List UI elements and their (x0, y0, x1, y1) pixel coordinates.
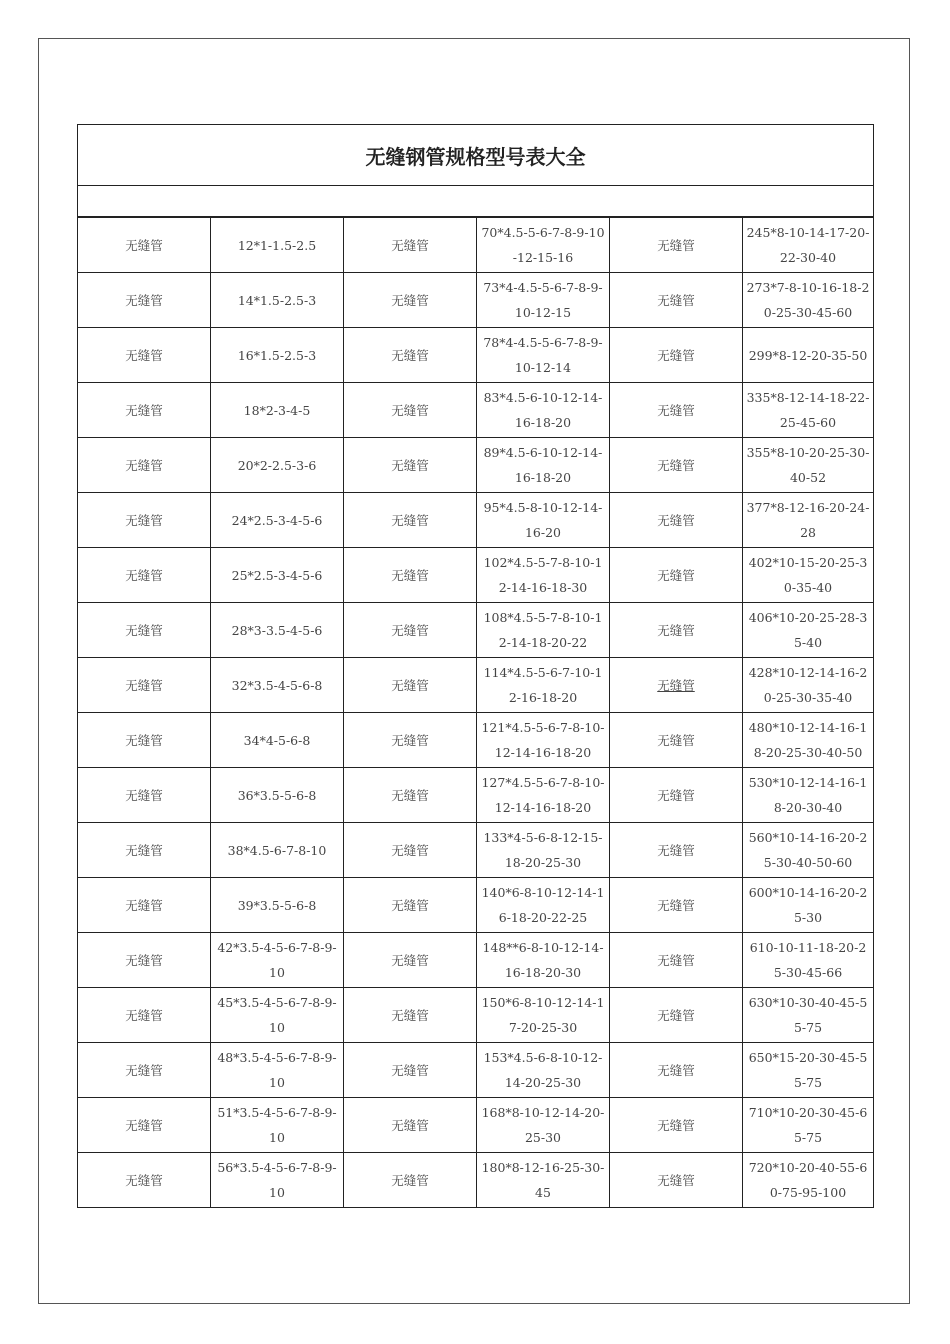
type-label: 无缝管 (125, 732, 163, 748)
table-row (78, 493, 874, 548)
spec-cell (477, 383, 610, 438)
type-label-cell (344, 1043, 477, 1098)
spec-cell (211, 658, 344, 713)
type-label: 无缝管 (125, 512, 163, 528)
spec-cell (743, 1043, 874, 1098)
spec-value: 148**6-8-10-12-14-16-18-20-30 (482, 940, 604, 980)
type-label: 无缝管 (657, 897, 695, 913)
spec-cell (477, 273, 610, 328)
type-label: 无缝管 (391, 237, 429, 253)
type-label: 无缝管 (657, 457, 695, 473)
type-label: 无缝管 (657, 1117, 695, 1133)
spec-cell (211, 548, 344, 603)
spec-cell (477, 603, 610, 658)
spec-value: 600*10-14-16-20-25-30 (748, 885, 868, 925)
type-label: 无缝管 (657, 732, 695, 748)
spec-value: 630*10-30-40-45-55-75 (748, 995, 868, 1035)
type-label-cell (344, 878, 477, 933)
spec-value: 720*10-20-40-55-60-75-95-100 (748, 1160, 868, 1200)
type-label-cell (78, 493, 211, 548)
type-label-cell (78, 1098, 211, 1153)
type-label: 无缝管 (125, 402, 163, 418)
spec-cell (211, 713, 344, 768)
type-label: 无缝管 (125, 952, 163, 968)
spec-value: 20*2-2.5-3-6 (237, 457, 317, 473)
type-label-cell (78, 933, 211, 988)
type-label-cell (344, 273, 477, 328)
type-label: 无缝管 (657, 622, 695, 638)
type-label-cell (78, 217, 211, 273)
spec-value: 39*3.5-5-6-8 (237, 897, 317, 913)
spec-value: 108*4.5-5-7-8-10-12-14-18-20-22 (483, 610, 603, 650)
table-row (78, 1043, 874, 1098)
spec-value: 45*3.5-4-5-6-7-8-9-10 (217, 995, 337, 1035)
spec-cell (477, 548, 610, 603)
spec-cell (743, 1153, 874, 1208)
type-label-cell (344, 383, 477, 438)
type-label: 无缝管 (125, 842, 163, 858)
type-label-cell (610, 768, 743, 823)
spec-cell (743, 933, 874, 988)
spec-value: 480*10-12-14-16-18-20-25-30-40-50 (748, 720, 868, 760)
spec-cell (477, 878, 610, 933)
type-label: 无缝管 (391, 347, 429, 363)
spec-value: 355*8-10-20-25-30-40-52 (746, 445, 870, 485)
spec-cell (743, 548, 874, 603)
spec-value: 153*4.5-6-8-10-12-14-20-25-30 (483, 1050, 603, 1090)
type-label: 无缝管 (125, 1007, 163, 1023)
type-label-cell (344, 438, 477, 493)
type-label: 无缝管 (657, 1007, 695, 1023)
type-label: 无缝管 (125, 897, 163, 913)
type-label: 无缝管 (125, 677, 163, 693)
type-label: 无缝管 (657, 402, 695, 418)
table-row (78, 217, 874, 273)
type-label-cell (78, 548, 211, 603)
spec-value: 70*4.5-5-6-7-8-9-10-12-15-16 (481, 225, 605, 265)
type-label-cell (78, 1153, 211, 1208)
spec-value: 560*10-14-16-20-25-30-40-50-60 (748, 830, 868, 870)
type-label-cell (610, 988, 743, 1043)
spec-cell (477, 328, 610, 383)
type-label: 无缝管 (391, 732, 429, 748)
title-row (78, 125, 874, 186)
type-label: 无缝管 (391, 457, 429, 473)
table-row (78, 658, 874, 713)
spec-value: 168*8-10-12-14-20-25-30 (481, 1105, 605, 1145)
type-label: 无缝管 (657, 787, 695, 803)
type-label-cell (610, 603, 743, 658)
type-label: 无缝管 (657, 842, 695, 858)
spec-value: 48*3.5-4-5-6-7-8-9-10 (217, 1050, 337, 1090)
spec-value: 83*4.5-6-10-12-14-16-18-20 (483, 390, 603, 430)
type-label: 无缝管 (391, 567, 429, 583)
type-label: 无缝管 (125, 1062, 163, 1078)
spec-value: 273*7-8-10-16-18-20-25-30-45-60 (746, 280, 870, 320)
blank-cell (78, 186, 874, 218)
table-row (78, 823, 874, 878)
type-label-cell (610, 493, 743, 548)
spec-value: 180*8-12-16-25-30-45 (481, 1160, 605, 1200)
type-label: 无缝管 (657, 512, 695, 528)
spec-value: 42*3.5-4-5-6-7-8-9-10 (217, 940, 337, 980)
spec-value: 51*3.5-4-5-6-7-8-9-10 (217, 1105, 337, 1145)
type-label-cell (78, 328, 211, 383)
spec-cell (743, 217, 874, 273)
type-label: 无缝管 (391, 787, 429, 803)
spec-cell (211, 383, 344, 438)
type-label-cell (78, 713, 211, 768)
spec-value: 32*3.5-4-5-6-8 (231, 677, 323, 693)
type-label: 无缝管 (657, 1062, 695, 1078)
type-label: 无缝管 (125, 347, 163, 363)
spec-cell (477, 1098, 610, 1153)
spec-value: 610-10-11-18-20-25-30-45-66 (749, 940, 867, 980)
type-label-cell (344, 548, 477, 603)
table-row (78, 273, 874, 328)
spec-cell (743, 658, 874, 713)
spec-cell (211, 217, 344, 273)
spec-cell (477, 658, 610, 713)
type-label-cell (344, 1098, 477, 1153)
spec-cell (743, 1098, 874, 1153)
type-label-cell (78, 603, 211, 658)
spec-cell (477, 713, 610, 768)
type-label: 无缝管 (657, 567, 695, 583)
type-label: 无缝管 (391, 402, 429, 418)
type-label-cell (344, 1153, 477, 1208)
spec-cell (211, 988, 344, 1043)
spec-value: 530*10-12-14-16-18-20-30-40 (748, 775, 868, 815)
spec-value: 14*1.5-2.5-3 (237, 292, 317, 308)
type-label-cell (78, 988, 211, 1043)
spec-cell (211, 1098, 344, 1153)
type-label-cell (610, 383, 743, 438)
blank-row (78, 186, 874, 218)
spec-value: 133*4-5-6-8-12-15-18-20-25-30 (483, 830, 603, 870)
type-label-cell (610, 878, 743, 933)
type-label: 无缝管 (657, 347, 695, 363)
spec-value: 428*10-12-14-16-20-25-30-35-40 (748, 665, 868, 705)
spec-cell (477, 768, 610, 823)
type-label-cell (78, 878, 211, 933)
table-row (78, 548, 874, 603)
spec-value: 16*1.5-2.5-3 (237, 347, 317, 363)
type-label: 无缝管 (657, 292, 695, 308)
type-label: 无缝管 (391, 952, 429, 968)
type-label-cell (610, 713, 743, 768)
type-label-cell (610, 658, 743, 713)
type-label-cell (610, 328, 743, 383)
type-label: 无缝管 (391, 1007, 429, 1023)
type-label: 无缝管 (657, 952, 695, 968)
spec-value: 102*4.5-5-7-8-10-12-14-16-18-30 (483, 555, 603, 595)
spec-cell (477, 217, 610, 273)
spec-value: 114*4.5-5-6-7-10-12-16-18-20 (483, 665, 603, 705)
table-row (78, 1098, 874, 1153)
spec-value: 89*4.5-6-10-12-14-16-18-20 (483, 445, 603, 485)
spec-value: 95*4.5-8-10-12-14-16-20 (483, 500, 603, 540)
spec-cell (477, 493, 610, 548)
type-label: 无缝管 (391, 897, 429, 913)
spec-value: 335*8-12-14-18-22-25-45-60 (746, 390, 870, 430)
spec-value: 710*10-20-30-45-65-75 (748, 1105, 868, 1145)
type-label-cell (610, 823, 743, 878)
spec-cell (477, 933, 610, 988)
spec-cell (743, 328, 874, 383)
type-label: 无缝管 (125, 1117, 163, 1133)
table-row (78, 383, 874, 438)
type-label-cell (610, 217, 743, 273)
type-label-cell (344, 713, 477, 768)
type-label: 无缝管 (391, 622, 429, 638)
type-label-cell (610, 933, 743, 988)
spec-cell (743, 383, 874, 438)
spec-cell (743, 493, 874, 548)
type-label-cell (344, 933, 477, 988)
table-row (78, 933, 874, 988)
spec-cell (211, 603, 344, 658)
spec-cell (743, 438, 874, 493)
type-label-cell (344, 823, 477, 878)
spec-value: 25*2.5-3-4-5-6 (231, 567, 323, 583)
spec-value: 34*4-5-6-8 (243, 732, 311, 748)
spec-value: 56*3.5-4-5-6-7-8-9-10 (217, 1160, 337, 1200)
spec-value: 377*8-12-16-20-24-28 (746, 500, 870, 540)
spec-cell (743, 823, 874, 878)
type-label-cell (344, 658, 477, 713)
type-label-cell (344, 988, 477, 1043)
type-label-cell (78, 1043, 211, 1098)
type-label: 无缝管 (125, 622, 163, 638)
table-row (78, 988, 874, 1043)
type-label: 无缝管 (657, 237, 695, 253)
spec-cell (743, 713, 874, 768)
spec-value: 36*3.5-5-6-8 (237, 787, 317, 803)
type-label: 无缝管 (657, 677, 695, 693)
spec-cell (743, 988, 874, 1043)
table-row (78, 1153, 874, 1208)
table-row (78, 713, 874, 768)
type-label: 无缝管 (125, 457, 163, 473)
spec-cell (211, 768, 344, 823)
table-row (78, 878, 874, 933)
spec-cell (477, 823, 610, 878)
spec-cell (743, 603, 874, 658)
table-row (78, 603, 874, 658)
type-label-cell (610, 1153, 743, 1208)
type-label-cell (78, 768, 211, 823)
type-label: 无缝管 (125, 567, 163, 583)
type-label: 无缝管 (391, 1117, 429, 1133)
type-label: 无缝管 (125, 237, 163, 253)
spec-cell (477, 438, 610, 493)
page-title: 无缝钢管规格型号表大全 (78, 125, 874, 186)
spec-value: 78*4-4.5-5-6-7-8-9-10-12-14 (483, 335, 603, 375)
spec-cell (211, 273, 344, 328)
spec-value: 150*6-8-10-12-14-17-20-25-30 (481, 995, 605, 1035)
type-label-cell (344, 217, 477, 273)
spec-cell (211, 438, 344, 493)
table-row (78, 768, 874, 823)
type-label: 无缝管 (657, 1172, 695, 1188)
type-label: 无缝管 (391, 842, 429, 858)
type-label-cell (344, 328, 477, 383)
table-row (78, 328, 874, 383)
spec-cell (211, 1043, 344, 1098)
type-label: 无缝管 (391, 512, 429, 528)
spec-value: 18*2-3-4-5 (243, 402, 311, 418)
spec-value: 24*2.5-3-4-5-6 (231, 512, 323, 528)
type-label-cell (78, 823, 211, 878)
type-label-cell (78, 383, 211, 438)
spec-cell (477, 1043, 610, 1098)
spec-value: 406*10-20-25-28-35-40 (748, 610, 868, 650)
type-label: 无缝管 (125, 292, 163, 308)
type-label-cell (610, 438, 743, 493)
table-row (78, 438, 874, 493)
spec-cell (211, 328, 344, 383)
spec-cell (211, 823, 344, 878)
spec-cell (743, 273, 874, 328)
spec-cell (477, 988, 610, 1043)
spec-cell (477, 1153, 610, 1208)
spec-table (77, 124, 874, 1208)
type-label-cell (610, 1043, 743, 1098)
spec-value: 28*3-3.5-4-5-6 (231, 622, 323, 638)
type-label-cell (78, 273, 211, 328)
spec-value: 38*4.5-6-7-8-10 (227, 842, 327, 858)
spec-value: 245*8-10-14-17-20-22-30-40 (746, 225, 870, 265)
type-label-cell (610, 1098, 743, 1153)
type-label-cell (344, 768, 477, 823)
type-label: 无缝管 (391, 292, 429, 308)
spec-cell (743, 768, 874, 823)
spec-value: 12*1-1.5-2.5 (237, 237, 317, 253)
type-label-cell (78, 438, 211, 493)
spec-value: 140*6-8-10-12-14-16-18-20-22-25 (481, 885, 605, 925)
spec-cell (211, 933, 344, 988)
type-label-cell (610, 273, 743, 328)
type-label: 无缝管 (391, 677, 429, 693)
spec-cell (211, 878, 344, 933)
type-label: 无缝管 (125, 787, 163, 803)
spec-value: 299*8-12-20-35-50 (748, 347, 868, 363)
spec-cell (211, 493, 344, 548)
type-label-cell (78, 658, 211, 713)
type-label-cell (344, 603, 477, 658)
spec-value: 121*4.5-5-6-7-8-10-12-14-16-18-20 (481, 720, 605, 760)
type-label: 无缝管 (391, 1062, 429, 1078)
spec-cell (743, 878, 874, 933)
type-label: 无缝管 (391, 1172, 429, 1188)
spec-cell (211, 1153, 344, 1208)
type-label-cell (610, 548, 743, 603)
spec-value: 127*4.5-5-6-7-8-10-12-14-16-18-20 (481, 775, 605, 815)
spec-value: 402*10-15-20-25-30-35-40 (748, 555, 868, 595)
spec-value: 73*4-4.5-5-6-7-8-9-10-12-15 (483, 280, 603, 320)
type-label: 无缝管 (125, 1172, 163, 1188)
type-label-cell (344, 493, 477, 548)
spec-value: 650*15-20-30-45-55-75 (748, 1050, 868, 1090)
